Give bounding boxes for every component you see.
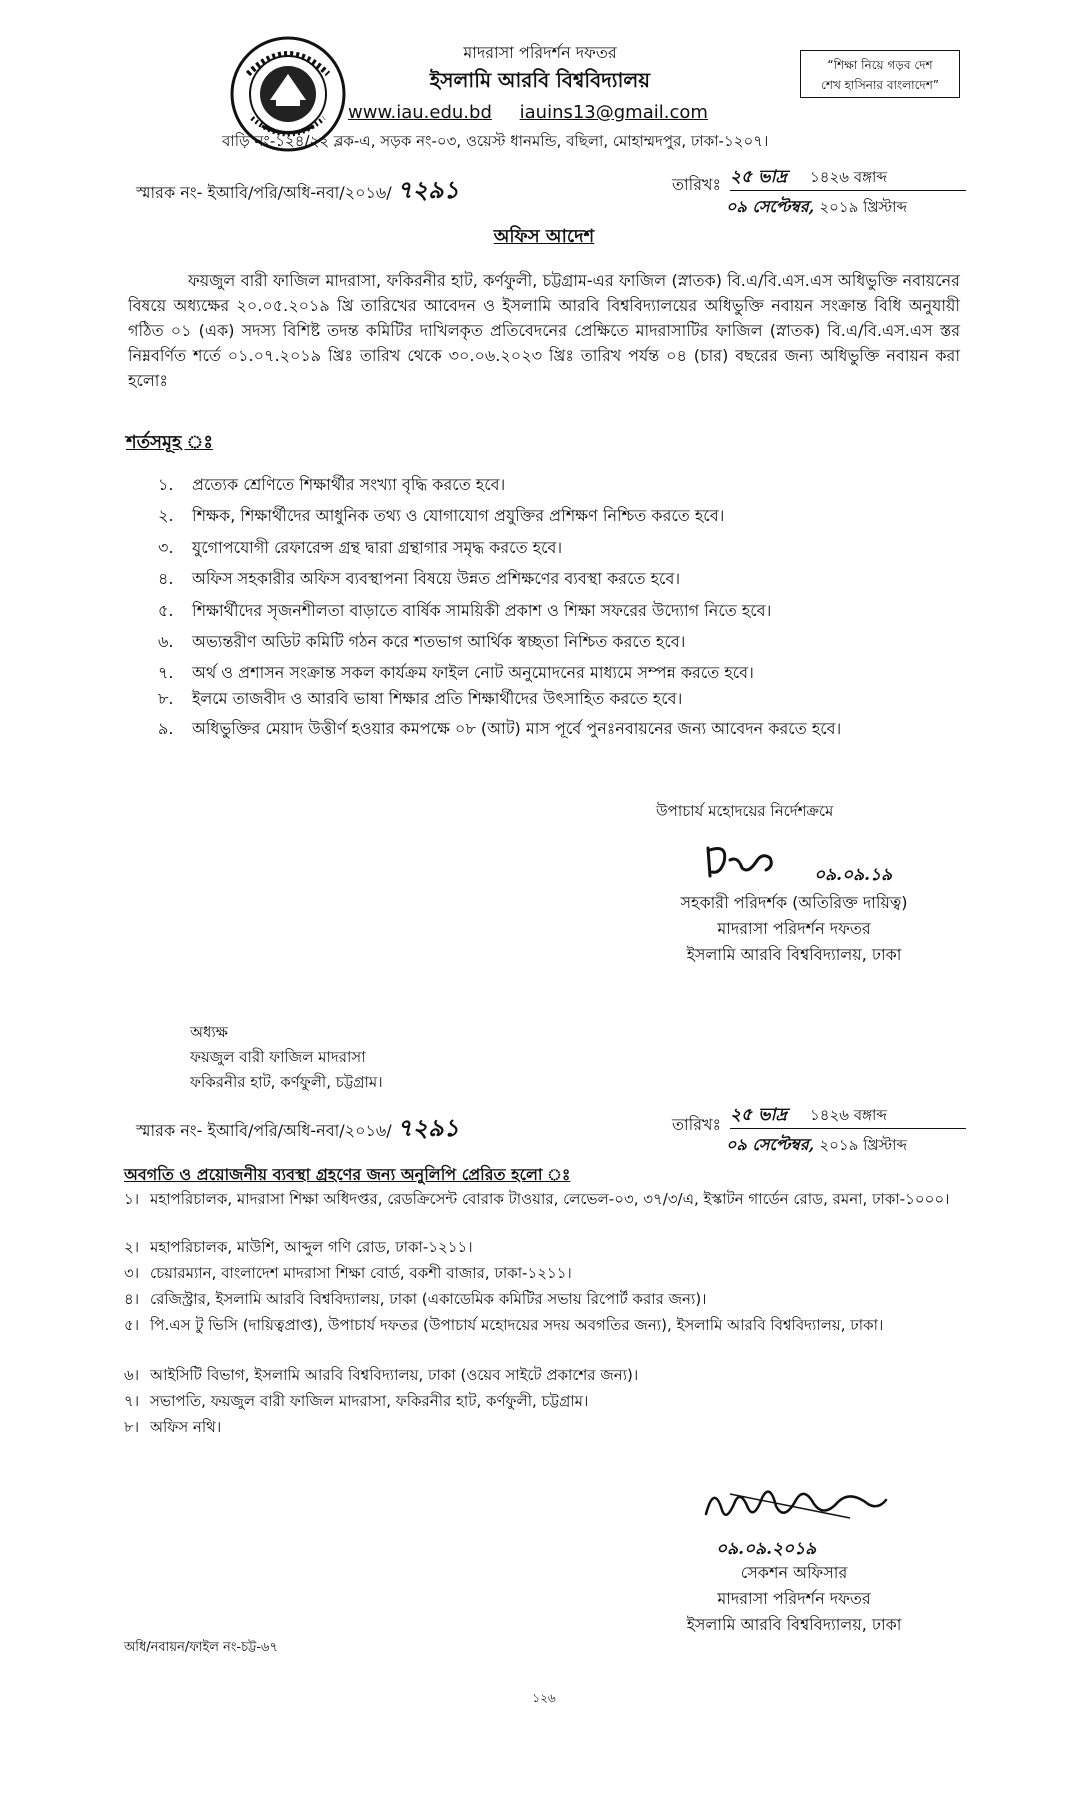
list-text: অধিভুক্তির মেয়াদ উত্তীর্ণ হওয়ার কমপক্ষে ০৮ (আট) মাস পূর্বে পুনঃনবায়নের জন্য আবেদন করতে হবে। [192, 719, 842, 738]
copy-heading: অবগতি ও প্রয়োজনীয় ব্যবস্থা গ্রহণের জন্য অনুলিপি প্রেরিত হলো ঃ [124, 1165, 571, 1184]
slogan-line-1: “শিক্ষা নিয়ে গড়ব দেশ [827, 58, 933, 72]
memo-ref-label-2: স্মারক নং- ইআবি/পরি/অধি-নবা/২০১৬/ [136, 1121, 392, 1140]
list-text: অর্থ ও প্রশাসন সংক্রান্ত সকল কার্যক্রম ফাইল নোট অনুমোদনের মাধ্যমে সম্পন্ন করতে হবে। [192, 663, 754, 682]
memo-reference-2 [136, 1110, 556, 1150]
page-title: অফিস আদেশ [493, 226, 595, 247]
list-text: শিক্ষার্থীদের সৃজনশীলতা বাড়াতে বার্ষিক সাময়িকী প্রকাশ ও শিক্ষা সফরের উদ্যোগ নিতে হবে। [192, 601, 772, 620]
list-text: অফিস সহকারীর অফিস ব্যবস্থাপনা বিষয়ে উন্নত প্রশিক্ষণের ব্যবস্থা করতে হবে। [192, 569, 681, 588]
office-name: মাদরাসা পরিদর্শন দফতর [463, 43, 617, 62]
memo-date-greg [726, 194, 966, 221]
body-paragraph-text: ফয়জুল বারী ফাজিল মাদরাসা, ফকিরনীর হাট, কর্ণফুলী, চট্টগ্রাম-এর ফাজিল (স্নাতক) বি.এ/বি.এস.এস অধিভুক্তি নবায়নের বিষয়ে অধ্যক্ষের ২০.০৫.২০১৯ খ্রি তারিখের আবেদন ও ইসলামি আরবি বিশ্ববিদ্যালয়ের অধিভুক্তি নবায়ন সংক্রান্ত বিধি অনুযায়ী গঠিত ০১ (এক) সদস্য বিশিষ্ট তদন্ত কমিটির দাখিলকৃত প্রতিবেদনের প্রেক্ষিতে মাদরাসাটির ফাজিল (স্নাতক) বি.এ/বি.এস.এস স্তর নিম্নবর্ণিত শর্তে ০১.০৭.২০১৯ খ্রিঃ তারিখ থেকে ৩০.০৬.২০২৩ খ্রিঃ তারিখ পর্যন্ত ০৪ (চার) বছরের জন্য অধিভুক্তি নবায়ন করা হলোঃ [128, 271, 960, 390]
signature-1-date: ০৯.০৯.১৯ [814, 865, 893, 885]
recipient-institution: ফয়জুল বারী ফাজিল মাদরাসা [190, 1048, 366, 1066]
signature-1 [700, 838, 790, 888]
recipient-block [190, 1020, 590, 1095]
signature-1-office: মাদরাসা পরিদর্শন দফতর [717, 919, 871, 938]
list-number: ৫। [124, 1316, 140, 1334]
memo-date-label-2: তারিখঃ [672, 1115, 722, 1134]
list-text: প্রত্যেক শ্রেণিতে শিক্ষার্থীর সংখ্যা বৃদ্ধি করতে হবে। [192, 475, 506, 494]
page-number: ১২৬ [532, 1691, 556, 1705]
list-text: মহাপরিচালক, মাদরাসা শিক্ষা অধিদপ্তর, রেডক্রিসেন্ট বোরাক টাওয়ার, লেভেল-০৩, ৩৭/৩/এ, ইস্কাটন গার্ডেন রোড, রমনা, ঢাকা-১০০০। [150, 1190, 950, 1208]
date-rule-2 [730, 1128, 966, 1129]
slogan-line-2: শেখ হাসিনার বাংলাদেশ” [820, 78, 940, 92]
email-link[interactable]: iauins13@gmail.com [519, 102, 708, 123]
recipient-address: ফকিরনীর হাট, কর্ণফুলী, চট্টগ্রাম। [190, 1073, 383, 1091]
list-number: ৮. [158, 689, 174, 708]
memo-reference [136, 172, 556, 212]
memo-date-bangla-day-month-2: ২৫ ভাদ্র [730, 1105, 787, 1125]
memo-date-bangla-year-2: ১৪২৬ বঙ্গাব্দ [810, 1106, 887, 1124]
list-text: শিক্ষক, শিক্ষার্থীদের আধুনিক তথ্য ও যোগাযোগ প্রযুক্তির প্রশিক্ষণ নিশ্চিত করতে হবে। [192, 506, 725, 525]
list-number: ৩। [124, 1264, 140, 1282]
list-number: ১. [158, 475, 174, 494]
memo-date-greg-year: ২০১৯ খ্রিস্টাব্দ [819, 198, 908, 216]
list-number: ৯. [158, 719, 174, 738]
university-name: ইসলামি আরবি বিশ্ববিদ্যালয় [429, 68, 651, 92]
list-text: যুগোপযোগী রেফারেন্স গ্রন্থ দ্বারা গ্রন্থাগার সমৃদ্ধ করতে হবে। [192, 538, 563, 557]
list-text: আইসিটি বিভাগ, ইসলামি আরবি বিশ্ববিদ্যালয়, ঢাকা (ওয়েব সাইটে প্রকাশের জন্য)। [150, 1366, 639, 1384]
list-text: অভ্যন্তরীণ অডিট কমিটি গঠন করে শতভাগ আর্থিক স্বচ্ছতা নিশ্চিত করতে হবে। [192, 632, 686, 651]
list-number: ৫. [158, 601, 174, 620]
memo-ref-number-2: ৭২৯১ [396, 1113, 460, 1142]
memo-date-bangla-day-month: ২৫ ভাদ্র [730, 167, 787, 187]
signature-1-designation: সহকারী পরিদর্শক (অতিরিক্ত দায়িত্ব) [680, 893, 908, 912]
file-reference: অধি/নবায়ন/ফাইল নং-চট্ট-৬৭ [124, 1640, 278, 1655]
list-number: ৮। [124, 1418, 140, 1436]
memo-date-label: তারিখঃ [672, 175, 722, 194]
list-number: ৬। [124, 1366, 140, 1384]
website-link[interactable]: www.iau.edu.bd [348, 102, 492, 123]
list-number: ৬. [158, 632, 174, 651]
list-text: মহাপরিচালক, মাউশি, আব্দুল গণি রোড, ঢাকা-১২১১। [150, 1238, 473, 1256]
signature-2 [700, 1474, 890, 1534]
address: বাড়ি নং-১২৪/২২ ব্লক-এ, সড়ক নং-০৩, ওয়েস্ট ধানমন্ডি, বছিলা, মোহাম্মদপুর, ঢাকা-১২০৭। [222, 132, 769, 150]
list-number: ৪. [158, 569, 174, 588]
memo-date-bangla-year: ১৪২৬ বঙ্গাব্দ [810, 168, 887, 186]
list-text: সভাপতি, ফয়জুল বারী ফাজিল মাদরাসা, ফকিরনীর হাট, কর্ণফুলী, চট্টগ্রাম। [150, 1392, 589, 1410]
slogan-box [800, 50, 960, 98]
recipient-title: অধ্যক্ষ [190, 1023, 228, 1041]
signature-1-institution: ইসলামি আরবি বিশ্ববিদ্যালয়, ঢাকা [686, 945, 902, 964]
list-number: ৭. [158, 663, 174, 682]
list-text: অফিস নথি। [150, 1418, 222, 1436]
list-number: ৩. [158, 538, 174, 557]
memo-date-greg-day-month: ০৯ সেপ্টেম্বর, [726, 197, 815, 216]
by-order-line: উপাচার্য মহোদয়ের নির্দেশক্রমে [656, 802, 834, 820]
memo-ref-label: স্মারক নং- ইআবি/পরি/অধি-নবা/২০১৬/ [136, 183, 392, 202]
list-number: ৪। [124, 1290, 140, 1308]
signature-2-designation: সেকশন অফিসার [740, 1563, 848, 1582]
list-text: পি.এস টু ভিসি (দায়িত্বপ্রাপ্ত), উপাচার্য দফতর (উপাচার্য মহোদয়ের সদয় অবগতির জন্য), ইসলামি আরবি বিশ্ববিদ্যালয়, ঢাকা। [150, 1316, 884, 1334]
memo-date-bangla [730, 164, 966, 192]
conditions-heading: শর্তসমূহ ঃ [126, 432, 213, 453]
list-text: চেয়ারম্যান, বাংলাদেশ মাদরাসা শিক্ষা বোর্ড, বকশী বাজার, ঢাকা-১২১১। [150, 1264, 572, 1282]
signature-2-institution: ইসলামি আরবি বিশ্ববিদ্যালয়, ঢাকা [686, 1615, 902, 1634]
memo-date-bangla-2 [730, 1102, 966, 1130]
list-number: ২। [124, 1238, 140, 1256]
memo-ref-number: ৭২৯১ [396, 175, 460, 204]
contact-line [348, 102, 748, 123]
list-text: রেজিস্ট্রার, ইসলামি আরবি বিশ্ববিদ্যালয়, ঢাকা (একাডেমিক কমিটির সভায় রিপোর্ট করার জন্য)। [150, 1290, 707, 1308]
list-text: ইলমে তাজবীদ ও আরবি ভাষা শিক্ষার প্রতি শিক্ষার্থীদের উৎসাহিত করতে হবে। [192, 689, 683, 708]
body-paragraph [128, 268, 960, 393]
list-number: ৭। [124, 1392, 140, 1410]
list-number: ২. [158, 506, 174, 525]
memo-date-greg-day-month-2: ০৯ সেপ্টেম্বর, [726, 1135, 815, 1154]
date-rule [730, 190, 966, 191]
list-number: ১। [124, 1190, 140, 1208]
signature-2-office: মাদরাসা পরিদর্শন দফতর [717, 1589, 871, 1608]
memo-date-greg-year-2: ২০১৯ খ্রিস্টাব্দ [819, 1136, 908, 1154]
signature-2-date: ০৯.০৯.২০১৯ [716, 1539, 817, 1559]
memo-date-greg-2 [726, 1132, 966, 1159]
